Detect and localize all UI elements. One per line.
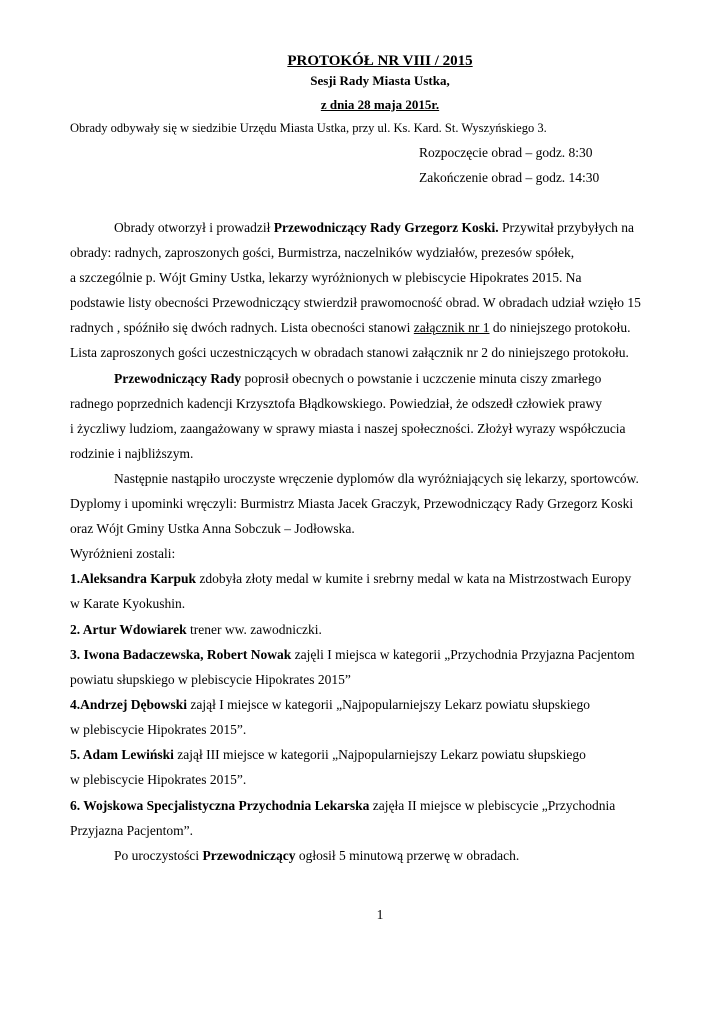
venue-line: Obrady odbywały się w siedzibie Urzędu Miasta Ustka, przy ul. Ks. Kard. St. Wyszyńskiego 3. xyxy=(70,121,547,135)
paragraph-line: oraz Wójt Gminy Ustka Anna Sobczuk – Jodłowska. xyxy=(70,521,355,536)
text-run: zajęła II miejsce w plebiscycie „Przychodnia xyxy=(369,798,616,813)
text-run: do niniejszego protokołu. xyxy=(489,320,631,335)
text-run: trener ww. zawodniczki. xyxy=(186,622,322,637)
award-item-continuation: powiatu słupskiego w plebiscycie Hipokrates 2015” xyxy=(70,672,351,687)
award-item-continuation: Przyjazna Pacjentom”. xyxy=(70,823,193,838)
document-title: PROTOKÓŁ NR VIII / 2015 xyxy=(287,53,473,69)
paragraph-line: podstawie listy obecności Przewodniczący stwierdził prawomocność obrad. W obradach udział wzięło 15 xyxy=(70,295,641,310)
award-item xyxy=(70,697,590,713)
paragraph-line xyxy=(114,220,634,236)
paragraph-line: Następnie nastąpiło uroczyste wręczenie dyplomów dla wyróżniających się lekarzy, sportowców. xyxy=(114,471,639,486)
awardee-name: 4.Andrzej Dębowski xyxy=(70,697,187,712)
award-item-continuation: w plebiscycie Hipokrates 2015”. xyxy=(70,722,247,737)
award-item xyxy=(70,798,615,814)
award-item-continuation: w Karate Kyokushin. xyxy=(70,596,186,611)
session-date: z dnia 28 maja 2015r. xyxy=(320,97,440,112)
text-run: zdobyła złoty medal w kumite i srebrny medal w kata na Mistrzostwach Europy xyxy=(196,571,632,586)
text-run: poprosił obecnych o powstanie i uczczenie minuta ciszy zmarłego xyxy=(241,371,602,386)
text-run: zajął III miejsce w kategorii „Najpopularniejszy Lekarz powiatu słupskiego xyxy=(173,747,586,762)
document-subtitle: Sesji Rady Miasta Ustka, xyxy=(310,73,450,88)
paragraph-line: Lista zaproszonych gości uczestniczących w obradach stanowi załącznik nr 2 do niniejszego protokołu. xyxy=(70,345,629,360)
chairman-label: Przewodniczący xyxy=(202,848,296,863)
award-item xyxy=(70,747,586,763)
attachment-reference: załącznik nr 1 xyxy=(413,320,490,335)
award-item xyxy=(70,622,322,638)
award-item xyxy=(70,571,631,587)
page-number: 1 xyxy=(376,907,384,922)
end-time: Zakończenie obrad – godz. 14:30 xyxy=(419,170,600,185)
awardee-name: 5. Adam Lewiński xyxy=(70,747,174,762)
paragraph-line xyxy=(114,848,519,864)
award-item xyxy=(70,647,635,663)
text-run: zajął I miejsce w kategorii „Najpopularniejszy Lekarz powiatu słupskiego xyxy=(187,697,590,712)
start-time: Rozpoczęcie obrad – godz. 8:30 xyxy=(419,145,593,160)
awardee-name: 1.Aleksandra Karpuk xyxy=(70,571,197,586)
chairman-name: Przewodniczący Rady Grzegorz Koski. xyxy=(273,220,499,235)
text-run: zajęli I miejsca w kategorii „Przychodnia Przyjazna Pacjentom xyxy=(291,647,635,662)
paragraph-line: Dyplomy i upominki wręczyli: Burmistrz Miasta Jacek Graczyk, Przewodniczący Rady Grzegorz Koski xyxy=(70,496,634,511)
paragraph-line xyxy=(70,320,631,336)
paragraph-line: Wyróżnieni zostali: xyxy=(70,546,176,561)
paragraph-line: rodzinie i najbliższym. xyxy=(70,446,194,461)
chairman-label: Przewodniczący Rady xyxy=(114,371,242,386)
awardee-name: 2. Artur Wdowiarek xyxy=(70,622,187,637)
text-run: ogłosił 5 minutową przerwę w obradach. xyxy=(295,848,520,863)
text-run: Przywitał przybyłych na xyxy=(498,220,635,235)
paragraph-line: a szczególnie p. Wójt Gminy Ustka, lekarzy wyróżnionych w plebiscycie Hipokrates 2015. Na xyxy=(70,270,582,285)
paragraph-line: i życzliwy ludziom, zaangażowany w sprawy miasta i naszej społeczności. Złożył wyrazy współczucia xyxy=(70,421,626,436)
awardee-name: 3. Iwona Badaczewska, Robert Nowak xyxy=(70,647,292,662)
award-item-continuation: w plebiscycie Hipokrates 2015”. xyxy=(70,772,247,787)
paragraph-line: obrady: radnych, zaproszonych gości, Burmistrza, naczelników wydziałów, prezesów spółek, xyxy=(70,245,575,260)
awardee-name: 6. Wojskowa Specjalistyczna Przychodnia Lekarska xyxy=(70,798,370,813)
text-run: radnych , spóźniło się dwóch radnych. Lista obecności stanowi xyxy=(70,320,414,335)
paragraph-line: radnego poprzednich kadencji Krzysztofa Błądkowskiego. Powiedział, że odszedł człowiek prawy xyxy=(70,396,602,411)
text-run: Po uroczystości xyxy=(114,848,203,863)
paragraph-line xyxy=(114,371,601,387)
text-run: Obrady otworzył i prowadził xyxy=(114,220,274,235)
